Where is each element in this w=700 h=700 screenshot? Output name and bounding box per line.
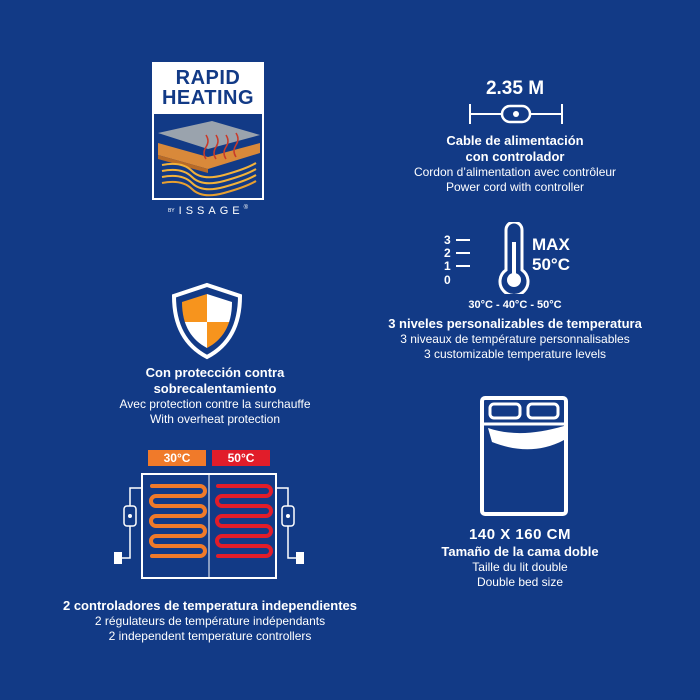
temperature-range: 30°C - 40°C - 50°C xyxy=(468,299,562,311)
thermometer-icon xyxy=(440,222,590,294)
temp-level-0: 0 xyxy=(444,273,451,287)
issage-logo-prefix: BY xyxy=(167,208,175,215)
heating-layers-icon xyxy=(152,113,264,201)
left-zone-temp: 30°C xyxy=(163,451,191,465)
bed-text-fr: Taille du lit double xyxy=(472,560,568,574)
bed-size-description xyxy=(400,526,640,590)
max-value: 50°C xyxy=(532,255,570,274)
overheat-text-fr: Avec protection contre la surchauffe xyxy=(119,397,311,411)
cable-text-en: Power cord with controller xyxy=(445,180,585,194)
bed-title-es: Tamaño de la cama doble xyxy=(441,544,599,559)
temp-level-3: 3 xyxy=(444,233,451,247)
overheat-text-en: With overheat protection xyxy=(149,412,281,426)
temperature-text-fr: 3 niveaux de température personnalisables xyxy=(400,332,630,346)
max-label: MAX xyxy=(532,235,570,254)
cable-text-fr: Cordon d’alimentation avec contrôleur xyxy=(413,165,617,179)
temp-level-2: 2 xyxy=(444,246,451,260)
bed-text-en: Double bed size xyxy=(476,575,564,589)
dual-text-fr: 2 régulateurs de température indépendants xyxy=(94,614,326,628)
rapid-heating-title-line2: HEATING xyxy=(161,87,254,109)
cable-title-es-line1: Cable de alimentación xyxy=(446,133,584,148)
temperature-title-es: 3 niveles personalizables de temperatura xyxy=(388,316,642,331)
dual-zone-blanket-icon xyxy=(100,448,320,588)
issage-logo-text: ISSAGE xyxy=(178,205,244,217)
temp-level-1: 1 xyxy=(444,259,451,273)
overheat-title-es-line1: Con protección contra xyxy=(145,365,285,380)
dual-controller-description xyxy=(30,598,390,644)
temperature-text-en: 3 customizable temperature levels xyxy=(423,347,607,361)
overheat-title-es-line2: sobrecalentamiento xyxy=(153,381,277,396)
power-cord-icon xyxy=(468,100,564,128)
double-bed-icon xyxy=(478,394,570,520)
overheat-description xyxy=(90,365,340,427)
shield-icon xyxy=(170,282,244,360)
rapid-heating-title xyxy=(152,62,264,113)
issage-logo-mark: ® xyxy=(243,205,249,211)
cable-description xyxy=(400,133,630,195)
cable-length: 2.35 M xyxy=(485,78,545,99)
issage-logo xyxy=(152,205,264,217)
dual-text-en: 2 independent temperature controllers xyxy=(108,629,312,643)
dual-title-es: 2 controladores de temperatura independientes xyxy=(62,598,358,613)
rapid-heating-title-line1: RAPID xyxy=(175,67,241,89)
cable-title-es-line2: con controlador xyxy=(465,149,565,164)
right-zone-temp: 50°C xyxy=(227,451,255,465)
temperature-description xyxy=(355,298,675,362)
bed-size: 140 X 160 CM xyxy=(469,526,571,543)
rapid-heating-badge xyxy=(152,62,264,217)
